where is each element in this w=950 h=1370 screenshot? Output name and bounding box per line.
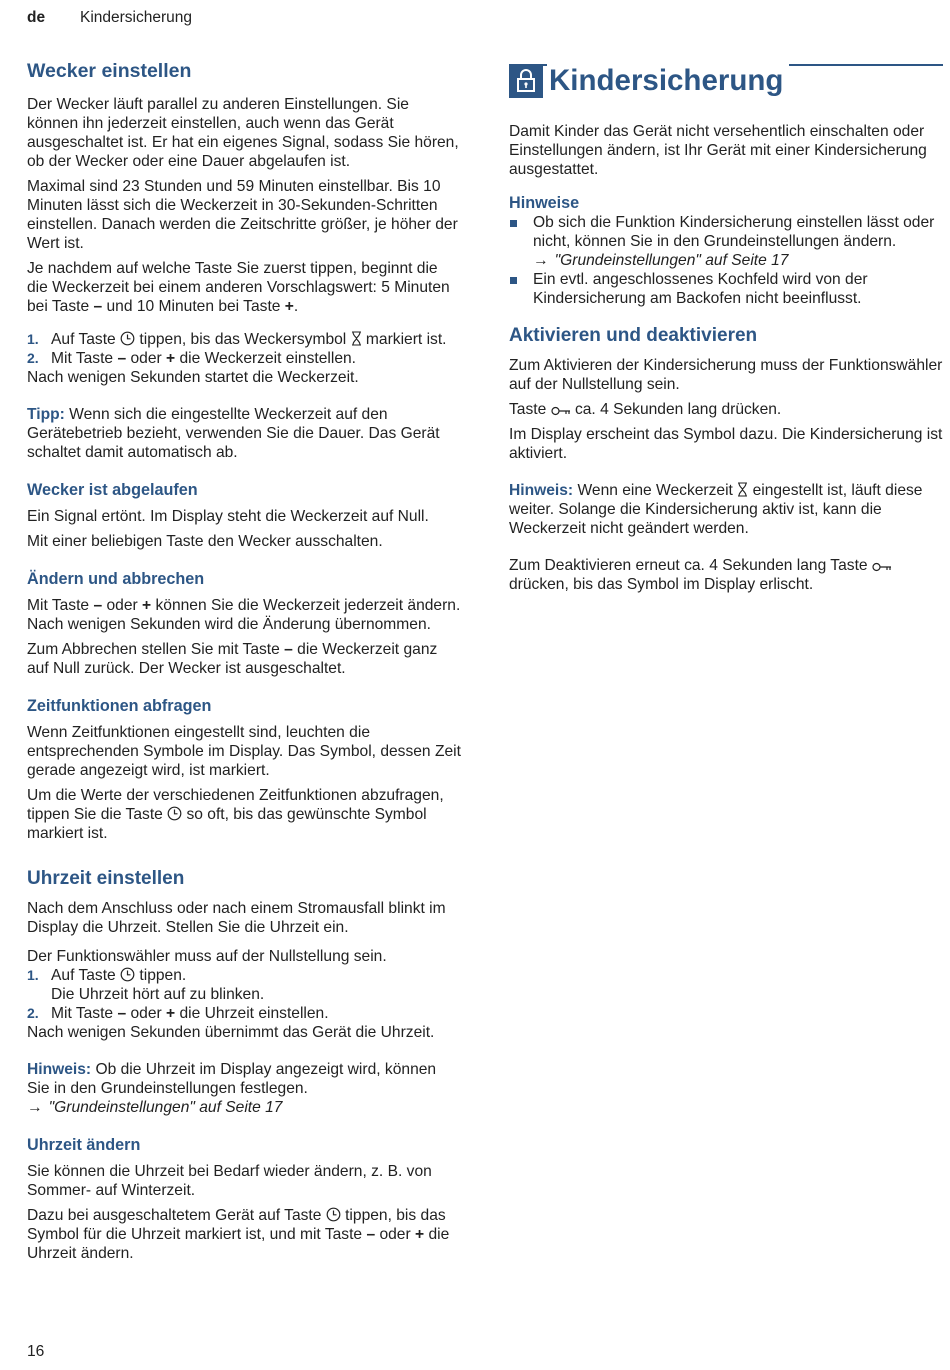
note: Hinweis: Wenn eine Weckerzeit eingestellt ist, läuft diese weiter. Solange die Kindersicherung aktiv ist, kann die Weckerzeit nicht geändert werden. xyxy=(509,482,923,537)
hinweise-list xyxy=(509,213,943,308)
minus-key: – xyxy=(93,597,103,614)
plus-key: + xyxy=(142,597,152,614)
heading-hinweise: Hinweise xyxy=(509,194,580,212)
minus-key: – xyxy=(284,641,293,658)
paragraph: Nach dem Anschluss oder nach einem Stromausfall blinkt im Display die Uhrzeit. Stellen Sie die Uhrzeit ein. xyxy=(27,900,446,936)
paragraph: Wenn Zeitfunktionen eingestellt sind, leuchten die entsprechenden Symbole im Display. Das Symbol, dessen Zeit gerade angezeigt wird, ist markiert. xyxy=(27,724,461,779)
right-column xyxy=(509,58,943,600)
note-label: Hinweis: xyxy=(509,482,574,499)
paragraph: Zum Aktivieren der Kindersicherung muss der Funktionswähler auf der Nullstellung sein. xyxy=(509,357,943,393)
language-code: de xyxy=(27,9,46,26)
heading-wecker-abgelaufen: Wecker ist abgelaufen xyxy=(27,481,198,499)
section-title xyxy=(509,58,943,98)
heading-wecker-einstellen: Wecker einstellen xyxy=(27,60,192,82)
clock-icon xyxy=(120,331,135,346)
heading-uhrzeit-einstellen: Uhrzeit einstellen xyxy=(27,868,185,889)
paragraph: Damit Kinder das Gerät nicht versehentlich einschalten oder Einstellungen ändern, ist Ihr Gerät mit einer Kindersicherung ausgestattet. xyxy=(509,123,927,178)
list-item: 2. Mit Taste – oder + die Uhrzeit einstellen. xyxy=(27,1005,329,1022)
paragraph: Mit Taste – oder + können Sie die Weckerzeit jederzeit ändern. Nach wenigen Sekunden wird die Änderung übernommen. xyxy=(27,597,461,633)
list-item: 1. Auf Taste tippen. Die Uhrzeit hört auf zu blinken. xyxy=(27,967,265,1003)
paragraph: Der Wecker läuft parallel zu anderen Einstellungen. Sie können ihn jederzeit einstellen, auch wenn das Gerät ausgeschaltet ist. Er hat ein eigenes Signal, sodass Sie hören, ob der Wecker oder eine Dauer abgelaufen ist. xyxy=(27,96,459,170)
arrow-icon: → xyxy=(533,252,549,269)
heading-uhrzeit-aendern: Uhrzeit ändern xyxy=(27,1136,141,1154)
header-title: Kindersicherung xyxy=(80,9,193,26)
plus-key: + xyxy=(415,1226,425,1243)
heading-aendern-abbrechen: Ändern und abbrechen xyxy=(27,570,205,588)
arrow-icon: → xyxy=(27,1099,43,1116)
key-icon xyxy=(872,562,892,572)
paragraph: Im Display erscheint das Symbol dazu. Die Kindersicherung ist aktiviert. xyxy=(509,426,943,462)
paragraph: Sie können die Uhrzeit bei Bedarf wieder ändern, z. B. von Sommer- auf Winterzeit. xyxy=(27,1163,432,1199)
page-number: 16 xyxy=(27,1343,45,1360)
paragraph: Maximal sind 23 Stunden und 59 Minuten einstellbar. Bis 10 Minuten lässt sich die Weckerzeit in 30-Sekunden-Schritten einstellen. Danach werden die Zeitschritte größer, je höher der Wert ist. xyxy=(27,178,458,252)
minus-key: – xyxy=(117,350,127,367)
clock-icon xyxy=(326,1207,341,1222)
key-icon xyxy=(551,406,571,416)
paragraph: Mit einer beliebigen Taste den Wecker ausschalten. xyxy=(27,533,383,550)
paragraph: Der Funktionswähler muss auf der Nullstellung sein. xyxy=(27,948,387,965)
clock-icon xyxy=(120,967,135,982)
minus-key: – xyxy=(366,1226,376,1243)
minus-key: – xyxy=(117,1005,127,1022)
page-title: Kindersicherung xyxy=(547,64,789,98)
list-item: 1. Auf Taste tippen, bis das Weckersymbol markiert ist. xyxy=(27,331,447,348)
page-header xyxy=(27,9,192,27)
plus-key: + xyxy=(166,350,176,367)
plus-key: + xyxy=(166,1005,176,1022)
paragraph: Je nachdem auf welche Taste Sie zuerst tippen, beginnt die die Weckerzeit bei einem anderen Vorschlagswert: 5 Minuten bei Taste – und 10 Minuten bei Taste +. xyxy=(27,260,450,315)
paragraph: Zum Deaktivieren erneut ca. 4 Sekunden lang Taste drücken, bis das Symbol im Display erlischt. xyxy=(509,556,943,594)
hourglass-icon xyxy=(351,331,362,346)
wecker-steps xyxy=(27,330,462,368)
uhrzeit-steps xyxy=(27,966,462,1023)
cross-reference-link[interactable]: → "Grundeinstellungen" auf Seite 17 xyxy=(27,1099,283,1116)
bullet-icon xyxy=(510,277,517,284)
heading-zeitfunktionen: Zeitfunktionen abfragen xyxy=(27,697,212,715)
plus-key: + xyxy=(284,298,294,315)
paragraph: Um die Werte der verschiedenen Zeitfunktionen abzufragen, tippen Sie die Taste so oft, bis das gewünschte Symbol markiert ist. xyxy=(27,787,444,842)
tip: Tipp: Wenn sich die eingestellte Weckerzeit auf den Gerätebetrieb bezieht, verwenden Sie die Dauer. Das Gerät schaltet damit automatisch ab. xyxy=(27,406,440,461)
heading-aktivieren-deaktivieren: Aktivieren und deaktivieren xyxy=(509,325,758,346)
lock-icon xyxy=(509,64,543,98)
bullet-icon xyxy=(510,220,517,227)
note: Hinweis: Ob die Uhrzeit im Display angezeigt wird, können Sie in den Grundeinstellungen festlegen. xyxy=(27,1061,437,1097)
hourglass-icon xyxy=(737,482,748,497)
left-column xyxy=(27,58,462,1269)
note-label: Hinweis: xyxy=(27,1061,92,1078)
list-item: Ein evtl. angeschlossenes Kochfeld wird von der Kindersicherung am Backofen nicht beeinflusst. xyxy=(509,270,943,308)
paragraph: Nach wenigen Sekunden übernimmt das Gerät die Uhrzeit. xyxy=(27,1024,435,1041)
list-item: 2. Mit Taste – oder + die Weckerzeit einstellen. xyxy=(27,350,356,367)
paragraph: Zum Abbrechen stellen Sie mit Taste – die Weckerzeit ganz auf Null zurück. Der Wecker ist ausgeschaltet. xyxy=(27,641,438,677)
tip-label: Tipp: xyxy=(27,406,65,423)
paragraph: Dazu bei ausgeschaltetem Gerät auf Taste tippen, bis das Symbol für die Uhrzeit markiert ist, und mit Taste – oder + die Uhrzeit ändern. xyxy=(27,1207,450,1262)
cross-reference-link[interactable]: → "Grundeinstellungen" auf Seite 17 xyxy=(533,252,789,269)
list-item: Ob sich die Funktion Kindersicherung einstellen lässt oder nicht, können Sie in den Grundeinstellungen ändern. → "Grundeinstellungen" auf Seite 17 xyxy=(509,213,943,270)
paragraph: Taste ca. 4 Sekunden lang drücken. xyxy=(509,401,782,418)
minus-key: – xyxy=(93,298,103,315)
clock-icon xyxy=(167,806,182,821)
paragraph: Nach wenigen Sekunden startet die Weckerzeit. xyxy=(27,369,359,386)
paragraph: Ein Signal ertönt. Im Display steht die Weckerzeit auf Null. xyxy=(27,508,429,525)
